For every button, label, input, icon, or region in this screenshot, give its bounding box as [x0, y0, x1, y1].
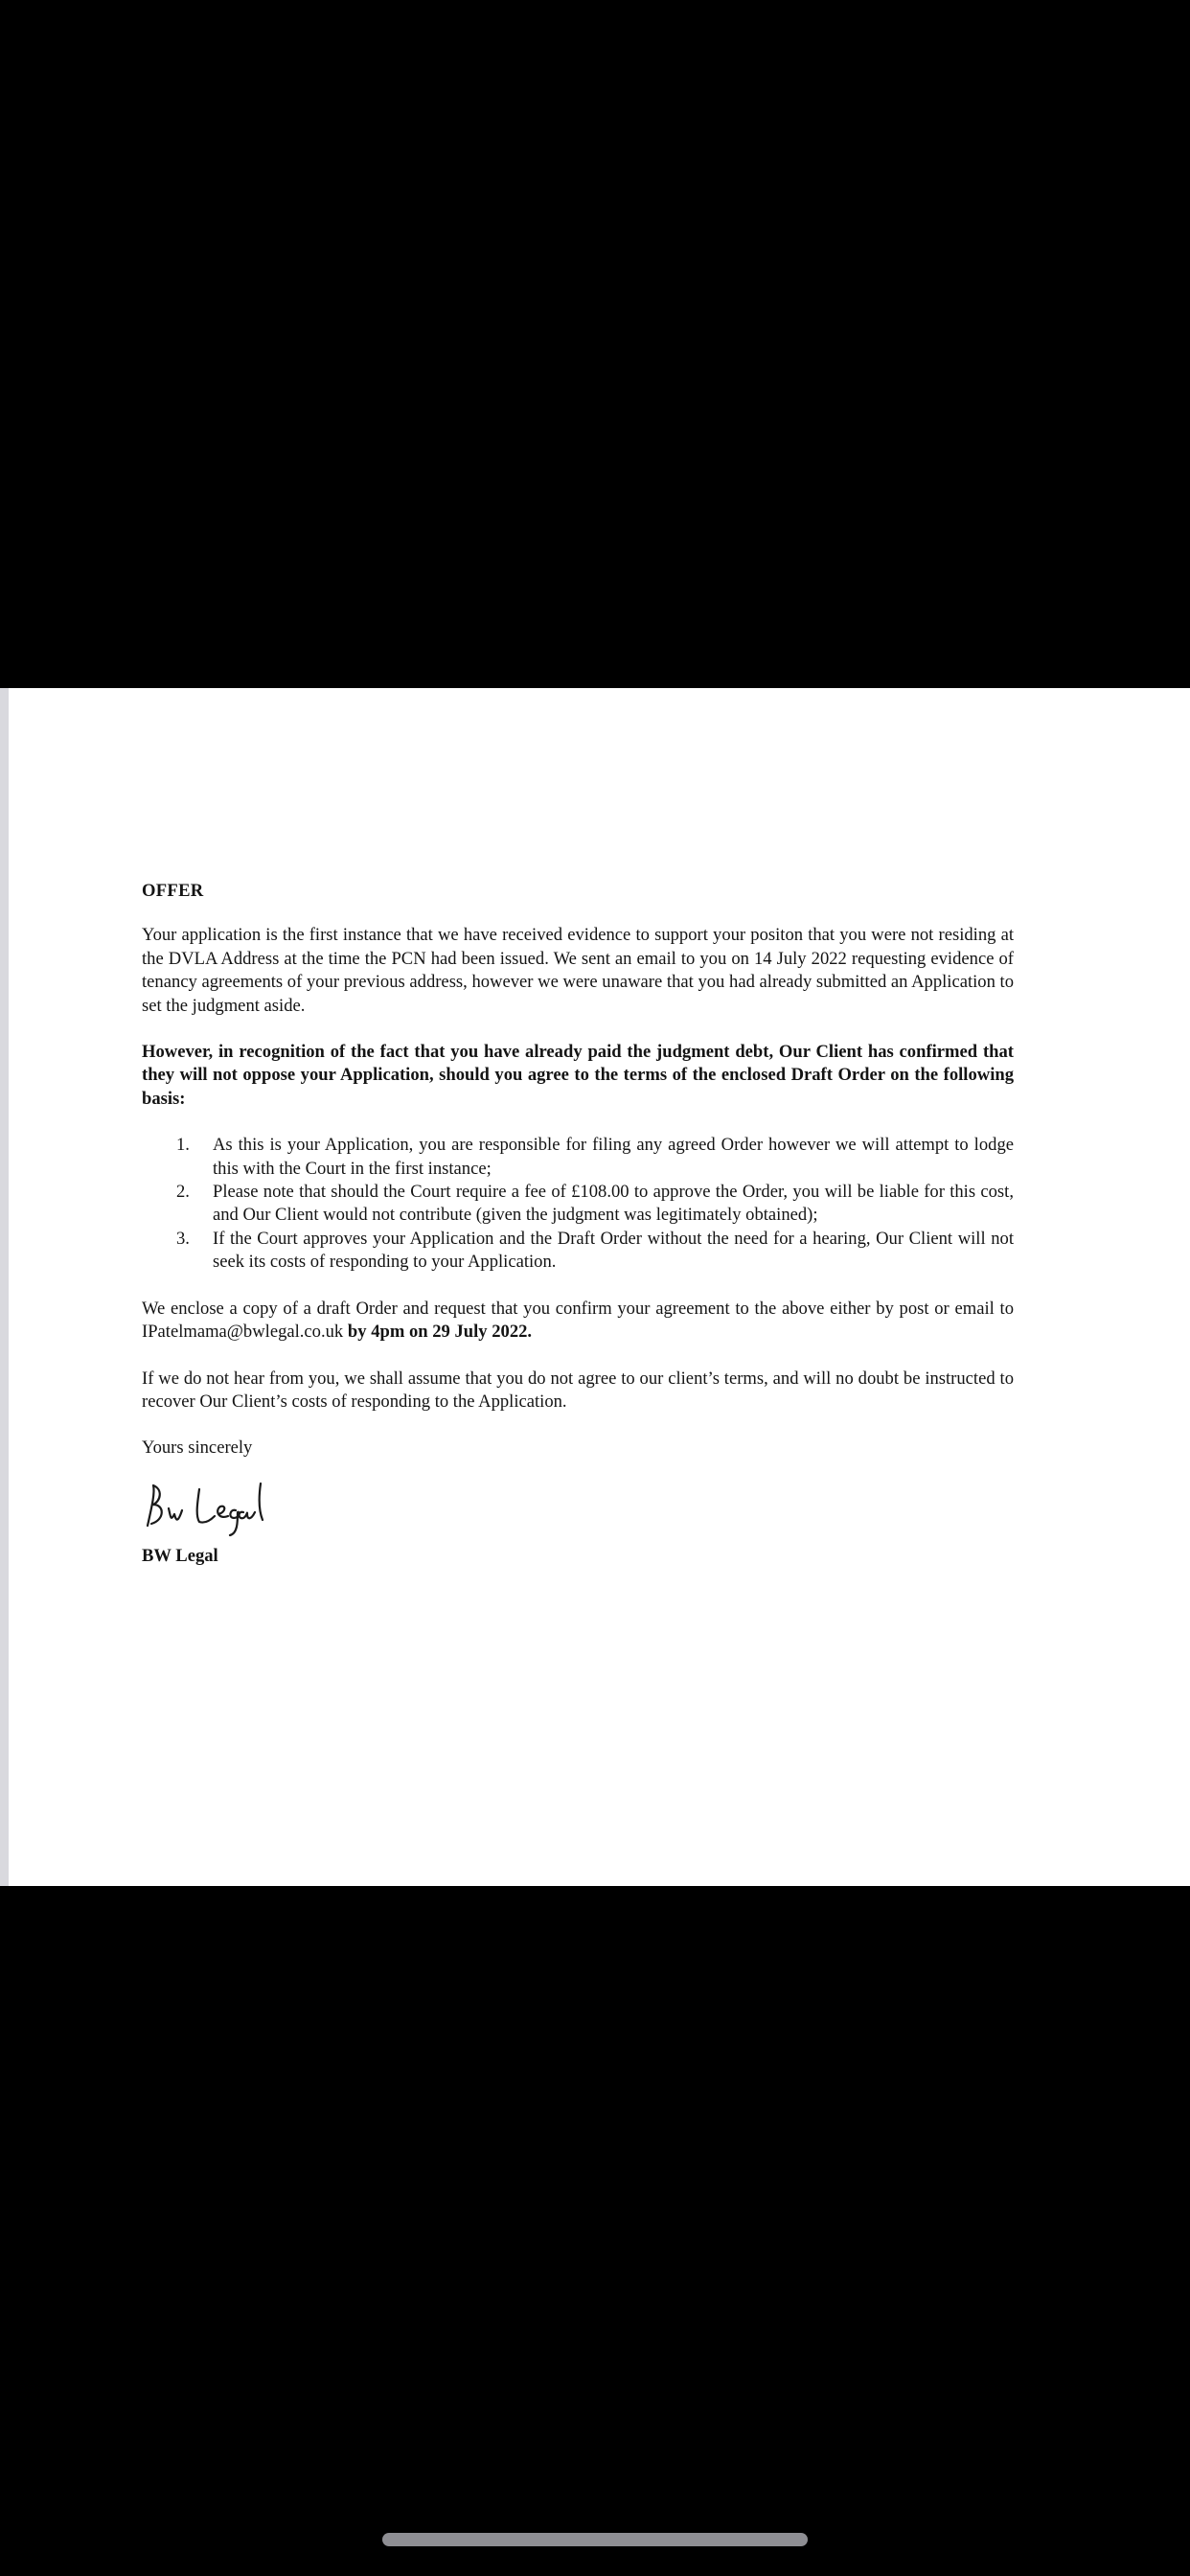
closing-salutation: Yours sincerely [142, 1438, 253, 1459]
response-deadline: 4pm on 29 July 2022. [371, 1322, 533, 1343]
signature-graphic [142, 1480, 286, 1539]
letter-page [0, 688, 1190, 1886]
term-number: 3. [176, 1228, 190, 1249]
paragraph-enclosure [142, 1298, 1014, 1345]
paragraph-evidence: Your application is the first instance that we have received evidence to support your positon that you were not residing at the DVLA Address at the time the PCN had been issued. We sent an email to you on 14 July 2022 requesting evidence of tenancy agreements of your previous address, however we were unaware that you had already submitted an Application to set the judgment aside. [142, 925, 1014, 1016]
term-text: If the Court approves your Application and the Draft Order without the need for a hearing, Our Client will not seek its costs of responding to your Application. [213, 1228, 1014, 1273]
paragraph-recognition: However, in recognition of the fact that you have already paid the judgment debt, Our Client has confirmed that they will not oppose your Application, should you agree to the terms of the enclosed Draft Order on the following basis: [142, 1042, 1014, 1109]
handwritten-signature [142, 1480, 1014, 1539]
terms-list [142, 1134, 1014, 1274]
paragraph-no-response: If we do not hear from you, we shall assume that you do not agree to our client’s terms, and will no doubt be instructed to recover Our Client’s costs of responding to the Application. [142, 1368, 1014, 1412]
term-number: 1. [176, 1135, 190, 1156]
term-item [142, 1228, 1014, 1275]
letter-heading: OFFER [142, 881, 204, 901]
term-text: Please note that should the Court require a fee of £108.00 to approve the Order, you will be liable for this cost, and Our Client would not contribute (given the judgment was legitimately obtained); [213, 1182, 1014, 1226]
contact-email: IPatelmama@bwlegal.co.uk [142, 1322, 344, 1343]
enclosure-text: We enclose a copy of a draft Order and request that you confirm your agreement to the above either by post or email to [142, 1298, 1014, 1319]
letter-body [142, 880, 1014, 1568]
by-word: by [347, 1322, 367, 1343]
signatory-name: BW Legal [142, 1545, 218, 1566]
term-number: 2. [176, 1182, 190, 1203]
term-item [142, 1181, 1014, 1228]
page-edge [0, 688, 9, 1886]
home-indicator[interactable] [382, 2533, 808, 2546]
term-text: As this is your Application, you are responsible for filing any agreed Order however we will attempt to lodge this with the Court in the first instance; [213, 1135, 1014, 1179]
term-item [142, 1134, 1014, 1181]
